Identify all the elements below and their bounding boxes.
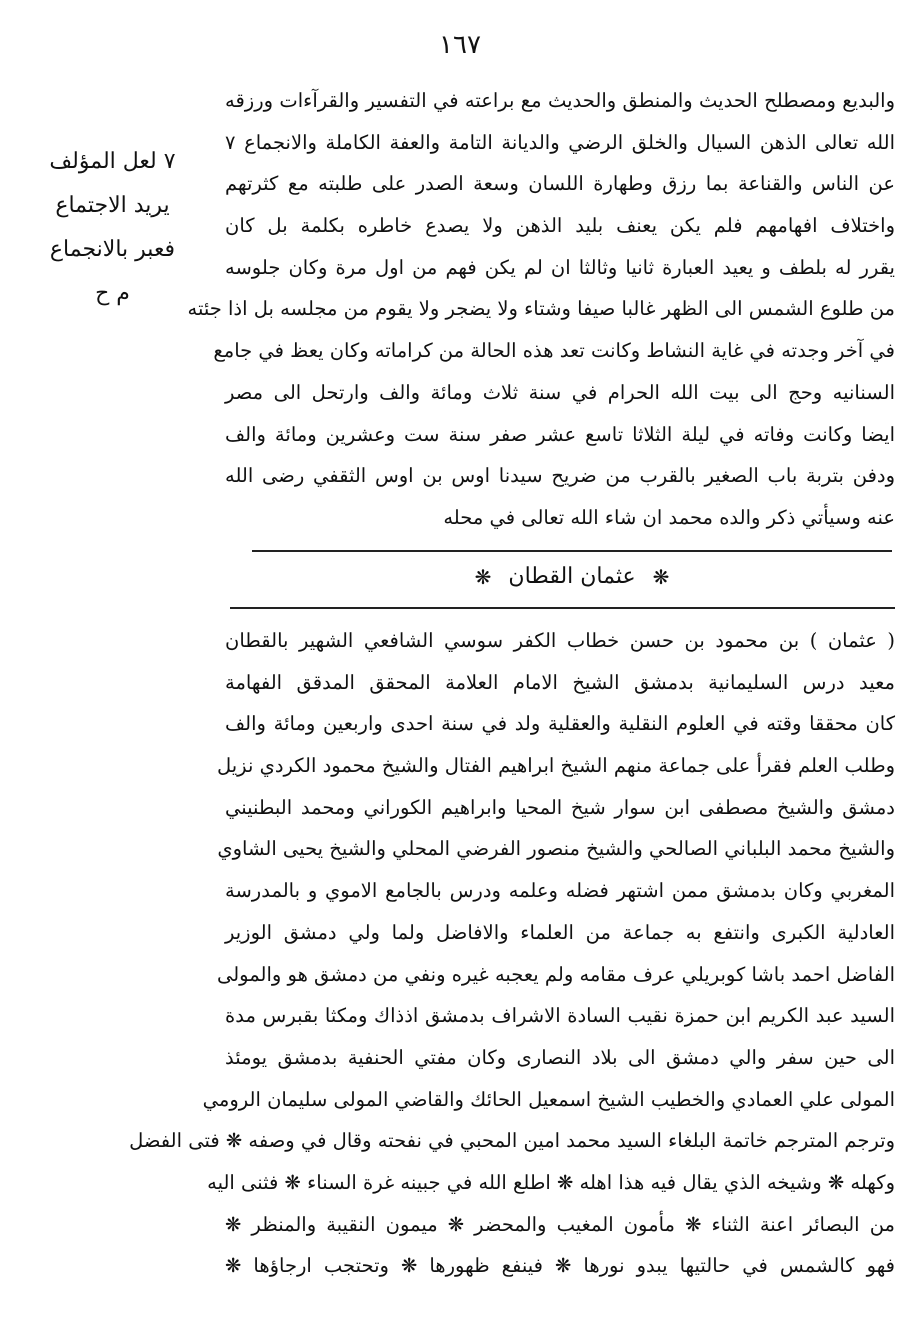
text-line: وطلب العلم فقرأ على جماعة منهم الشيخ ابراهيم الفتال والشيخ محمود الكردي نزيل bbox=[216, 754, 895, 778]
text-line: الى حين سفر والي دمشق الى بلاد النصارى وكان مفتي الحنفية بدمشق يومئذ bbox=[225, 1045, 895, 1069]
section-heading bbox=[252, 557, 892, 597]
main-text-block bbox=[187, 80, 895, 539]
text-line: والبديع ومصطلح الحديث والمنطق والحديث مع براعته في التفسير والقرآءات ورزقه bbox=[225, 89, 895, 112]
section-text-block bbox=[129, 620, 895, 1287]
text-line: معيد درس السليمانية بدمشق الشيخ الامام العلامة المحقق المدقق الفهامة bbox=[225, 670, 895, 694]
margin-note-line: ٧ لعل المؤلف bbox=[49, 149, 176, 174]
text-line: كان محققا وقته في العلوم النقلية والعقلية ولد في سنة احدى واربعين ومائة والف bbox=[225, 712, 895, 736]
text-line: العادلية الكبرى وانتفع به جماعة من العلماء والافاضل ولما ولي دمشق الوزير bbox=[225, 920, 895, 944]
text-line: وترجم المترجم خاتمة البلغاء السيد محمد امين المحبي في نفحته وقال في وصفه ❋ فتى الفضل bbox=[129, 1129, 895, 1153]
text-line: واختلاف افهامهم فلم يكن يعنف بليد الذهن ولا يصدع خاطره بكلمة بل كان bbox=[225, 214, 895, 238]
margin-note-line: يريد الاجتماع bbox=[55, 193, 170, 218]
text-line: ايضا وكانت وفاته في ليلة الثلاثا تاسع عشر صفر سنة ست وعشرين ومائة والف bbox=[225, 422, 895, 446]
margin-note-line: فعبر بالانجماع bbox=[49, 237, 176, 262]
ornament-icon: ❋ bbox=[652, 565, 670, 589]
text-line: في آخر وجدته في غاية النشاط وكانت تعد هذه الحالة من كراماته وكان يعظ في جامع bbox=[213, 339, 895, 363]
divider-rule-bottom bbox=[230, 607, 895, 609]
divider-rule-top bbox=[252, 550, 892, 552]
text-line: السنانيه وحج الى بيت الله الحرام في سنة ثلاث ومائة والف وارتحل الى مصر bbox=[225, 380, 895, 404]
text-line: عنه وسيأتي ذكر والده محمد ان شاء الله تعالى في محله bbox=[443, 505, 895, 529]
margin-footnote bbox=[20, 140, 205, 316]
text-line: من البصائر اعنة الثناء ❋ مأمون المغيب والمحضر ❋ ميمون النقيبة والمنظر ❋ bbox=[225, 1212, 895, 1236]
text-line: المولى علي العمادي والخطيب الشيخ اسمعيل الحائك والقاضي المولى سليمان الرومي bbox=[202, 1087, 895, 1111]
text-line: ودفن بتربة باب الصغير بالقرب من ضريح سيدنا اوس بن اوس الثقفي رضى الله bbox=[225, 464, 895, 488]
text-line: ( عثمان ) بن محمود بن حسن خطاب الكفر سوسي الشافعي الشهير بالقطان bbox=[225, 629, 895, 652]
text-line: والشيخ محمد البلباني الصالحي والشيخ منصور الفرضي المحلي والشيخ يحيى الشاوي bbox=[217, 837, 895, 861]
margin-note-line: م ح bbox=[95, 281, 130, 306]
text-line: الله تعالى الذهن السيال والخلق الرضي والديانة التامة والعفة الكاملة والانجماع ٧ bbox=[225, 130, 895, 154]
text-line: عن الناس والقناعة بما رزق وطهارة اللسان وسعة الصدر على طلبته مع كثرتهم bbox=[225, 172, 895, 196]
text-line: السيد عبد الكريم ابن حمزة نقيب السادة الاشراف بدمشق اذذاك ومكثا بقبرس مدة bbox=[225, 1004, 895, 1028]
text-line: فهو كالشمس في حالتيها يبدو نورها ❋ فينفع ظهورها ❋ وتحتجب ارجاؤها ❋ bbox=[225, 1254, 895, 1278]
text-line: يقرر له بلطف و يعيد العبارة ثانيا وثالثا ان لم يكن فهم من اول مرة وكان جلوسه bbox=[225, 255, 895, 279]
text-line: دمشق والشيخ مصطفى ابن سوار شيخ المحيا وابراهيم الكوراني ومحمد البطنيني bbox=[225, 795, 895, 819]
text-line: من طلوع الشمس الى الظهر غالبا صيفا وشتاء ولا يضجر ولا يقوم من مجلسه بل اذا جئته bbox=[187, 297, 895, 321]
text-line: الفاضل احمد باشا كوبريلي عرف مقامه ولم يعجبه غيره ونفي من دمشق هو والمولى bbox=[216, 962, 895, 986]
ornament-icon: ❋ bbox=[474, 565, 492, 589]
page-number: ١٦٧ bbox=[439, 30, 481, 60]
text-line: المغربي وكان بدمشق ممن اشتهر فضله وعلمه ودرس بالجامع الاموي و بالمدرسة bbox=[225, 879, 895, 903]
text-line: وكهله ❋ وشيخه الذي يقال فيه هذا اهله ❋ اطلع الله في جبينه غرة السناء ❋ فثنى اليه bbox=[207, 1170, 895, 1194]
section-title: عثمان القطان bbox=[508, 564, 636, 589]
